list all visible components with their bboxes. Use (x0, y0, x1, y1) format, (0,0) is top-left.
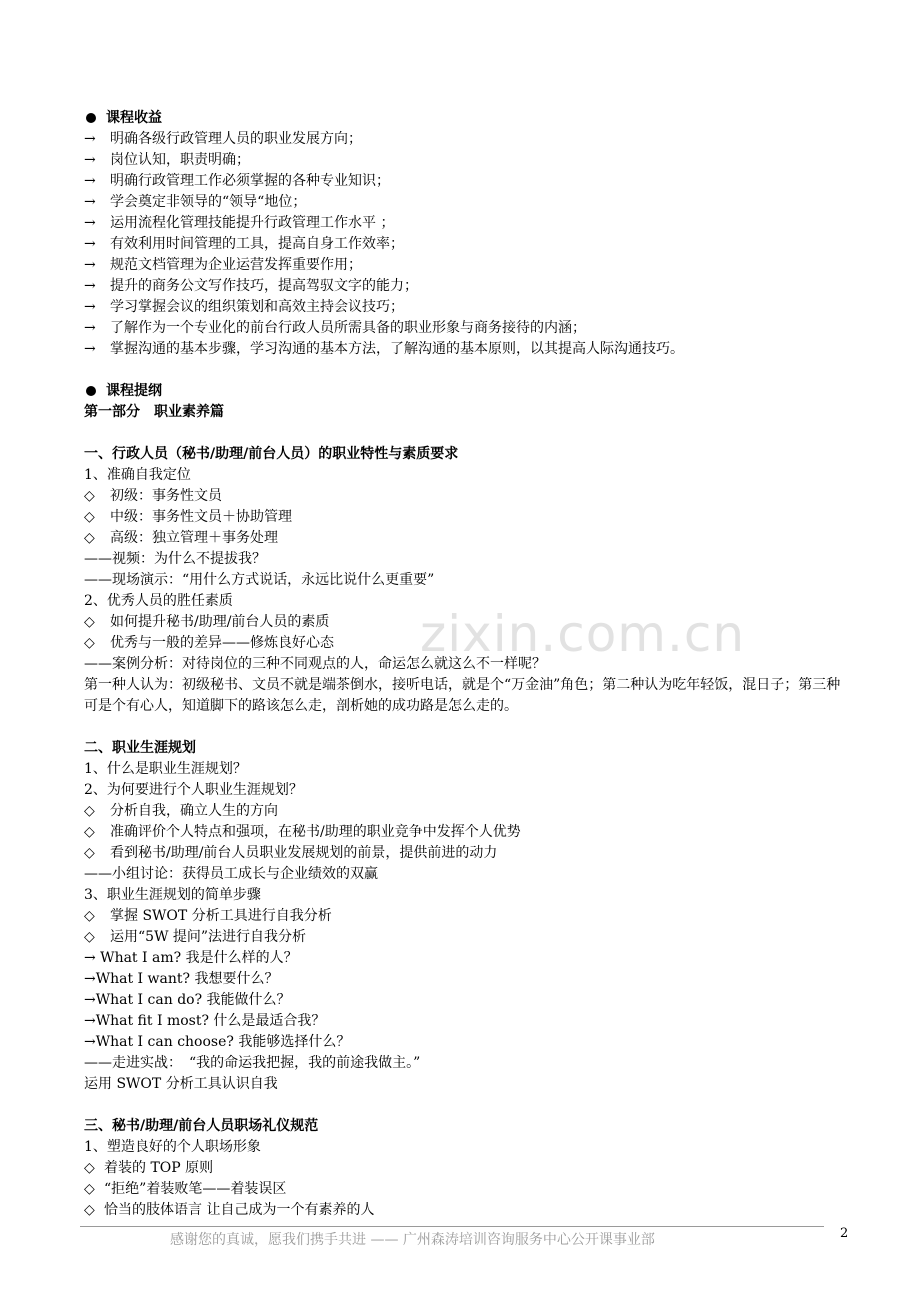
section-heading (84, 108, 854, 129)
footer-divider (80, 1226, 824, 1227)
item-text: 明确行政管理工作必须掌握的各种专业知识； (110, 173, 390, 189)
item-text: 中级：事务性文员＋协助管理 (110, 509, 292, 525)
blank-line (84, 1095, 854, 1116)
text-line (84, 1011, 854, 1032)
item-text: 准确评价个人特点和强项，在秘书/助理的职业竞争中发挥个人优势 (110, 824, 521, 840)
subsection-heading (84, 444, 854, 465)
diamond-icon: ◇ (84, 614, 95, 630)
item-text: 岗位认知，职责明确； (110, 152, 250, 168)
line-text: →What I can do? 我能做什么？ (84, 992, 291, 1008)
blank-line (84, 717, 854, 738)
document-body (84, 108, 854, 1221)
section-heading (84, 381, 854, 402)
item-text: 分析自我，确立人生的方向 (110, 803, 278, 819)
benefit-item (84, 129, 854, 150)
blank-line (84, 423, 854, 444)
item-text: 高级：独立管理＋事务处理 (110, 530, 278, 546)
paragraph-text: 第一种人认为：初级秘书、文员不就是端茶倒水，接听电话，就是个“万金油”角色；第二种认为吃年轻饭，混日子；第三种可是个有心人，知道脚下的路该怎么走，剖析她的成功路是怎么走的。 (84, 677, 841, 714)
diamond-icon: ◇ (84, 530, 95, 546)
paragraph (84, 675, 854, 717)
item-text: 学会奠定非领导的“领导“地位； (110, 194, 307, 210)
line-text: 1、什么是职业生涯规划？ (84, 761, 247, 777)
outline-item (84, 486, 854, 507)
subsection-heading (84, 1116, 854, 1137)
benefit-item (84, 192, 854, 213)
item-text: 初级：事务性文员 (110, 488, 222, 504)
heading-text: 第一部分 职业素养篇 (84, 404, 224, 420)
text-line (84, 549, 854, 570)
diamond-icon: ◇ (84, 488, 95, 504)
text-line (84, 465, 854, 486)
text-line (84, 1053, 854, 1074)
diamond-icon: ◇ (84, 1181, 95, 1197)
benefit-item (84, 171, 854, 192)
heading-text: 课程收益 (106, 110, 162, 126)
outline-item (84, 1158, 854, 1179)
diamond-icon: ◇ (84, 1202, 95, 1218)
diamond-icon: ◇ (84, 824, 95, 840)
watermark: zixin.com.cn (420, 605, 746, 663)
arrow-icon: → (84, 152, 96, 168)
heading-text: 二、职业生涯规划 (84, 740, 196, 756)
text-line (84, 591, 854, 612)
line-text: ——走进实战： “我的命运我把握，我的前途我做主。” (84, 1055, 421, 1071)
outline-item (84, 906, 854, 927)
benefit-item (84, 339, 854, 360)
item-text: 规范文档管理为企业运营发挥重要作用； (110, 257, 362, 273)
benefit-item (84, 234, 854, 255)
diamond-icon: ◇ (84, 1160, 95, 1176)
benefit-item (84, 255, 854, 276)
subsection-heading (84, 402, 854, 423)
line-text: ——案例分析：对待岗位的三种不同观点的人，命运怎么就这么不一样呢？ (84, 656, 546, 672)
item-text: 恰当的肢体语言 让自己成为一个有素养的人 (104, 1202, 375, 1218)
arrow-icon: → (84, 173, 96, 189)
arrow-icon: → (84, 131, 96, 147)
item-text: 了解作为一个专业化的前台行政人员所需具备的职业形象与商务接待的内涵； (110, 320, 586, 336)
line-text: ——小组讨论：获得员工成长与企业绩效的双赢 (84, 866, 378, 882)
item-text: 看到秘书/助理/前台人员职业发展规划的前景，提供前进的动力 (110, 845, 498, 861)
benefit-item (84, 150, 854, 171)
diamond-icon: ◇ (84, 908, 95, 924)
arrow-icon: → (84, 236, 96, 252)
diamond-icon: ◇ (84, 929, 95, 945)
item-text: “拒绝”着装败笔——着装误区 (104, 1181, 287, 1197)
line-text: 3、职业生涯规划的简单步骤 (84, 887, 261, 903)
text-line (84, 885, 854, 906)
text-line (84, 969, 854, 990)
line-text: →What fit I most? 什么是最适合我？ (84, 1013, 326, 1029)
arrow-icon: → (84, 257, 96, 273)
text-line (84, 570, 854, 591)
item-text: 学习掌握会议的组织策划和高效主持会议技巧； (110, 299, 404, 315)
outline-item (84, 633, 854, 654)
arrow-icon: → (84, 278, 96, 294)
line-text: 1、准确自我定位 (84, 467, 191, 483)
item-text: 有效利用时间管理的工具，提高自身工作效率； (110, 236, 404, 252)
outline-item (84, 1200, 854, 1221)
benefit-item (84, 276, 854, 297)
line-text: ——视频：为什么不提拔我？ (84, 551, 266, 567)
outline-item (84, 822, 854, 843)
arrow-icon: → (84, 194, 96, 210)
diamond-icon: ◇ (84, 845, 95, 861)
bullet-icon (86, 386, 96, 396)
line-text: 2、优秀人员的胜任素质 (84, 593, 233, 609)
item-text: 优秀与一般的差异——修炼良好心态 (110, 635, 334, 651)
benefit-item (84, 213, 854, 234)
item-text: 明确各级行政管理人员的职业发展方向； (110, 131, 362, 147)
text-line (84, 780, 854, 801)
heading-text: 三、秘书/助理/前台人员职场礼仪规范 (84, 1118, 319, 1134)
text-line (84, 1137, 854, 1158)
item-text: 着装的 TOP 原则 (104, 1160, 214, 1176)
heading-text: 课程提纲 (106, 383, 162, 399)
line-text: →What I want? 我想要什么？ (84, 971, 279, 987)
outline-item (84, 927, 854, 948)
blank-line (84, 360, 854, 381)
text-line (84, 948, 854, 969)
heading-text: 一、行政人员（秘书/助理/前台人员）的职业特性与素质要求 (84, 446, 459, 462)
item-text: 掌握 SWOT 分析工具进行自我分析 (110, 908, 332, 924)
text-line (84, 759, 854, 780)
diamond-icon: ◇ (84, 509, 95, 525)
text-line (84, 654, 854, 675)
bullet-icon (86, 113, 96, 123)
subsection-heading (84, 738, 854, 759)
text-line (84, 990, 854, 1011)
page-number: 2 (840, 1226, 849, 1241)
line-text: →What I can choose? 我能够选择什么？ (84, 1034, 351, 1050)
arrow-icon: → (84, 341, 96, 357)
benefit-item (84, 318, 854, 339)
item-text: 提升的商务公文写作技巧，提高驾驭文字的能力； (110, 278, 418, 294)
benefit-item (84, 297, 854, 318)
line-text: 运用 SWOT 分析工具认识自我 (84, 1076, 278, 1092)
outline-item (84, 1179, 854, 1200)
outline-item (84, 801, 854, 822)
diamond-icon: ◇ (84, 635, 95, 651)
text-line (84, 864, 854, 885)
item-text: 运用流程化管理技能提升行政管理工作水平 ； (110, 215, 395, 231)
diamond-icon: ◇ (84, 803, 95, 819)
outline-item (84, 843, 854, 864)
footer-text: 感谢您的真诚，愿我们携手共进 —— 广州森涛培训咨询服务中心公开课事业部 (170, 1232, 655, 1248)
line-text: 2、为何要进行个人职业生涯规划？ (84, 782, 303, 798)
outline-item (84, 612, 854, 633)
arrow-icon: → (84, 215, 96, 231)
text-line (84, 1032, 854, 1053)
outline-item (84, 507, 854, 528)
arrow-icon: → (84, 320, 96, 336)
outline-item (84, 528, 854, 549)
item-text: 如何提升秘书/助理/前台人员的素质 (110, 614, 330, 630)
arrow-icon: → (84, 299, 96, 315)
line-text: → What I am? 我是什么样的人？ (84, 950, 298, 966)
text-line (84, 1074, 854, 1095)
item-text: 掌握沟通的基本步骤，学习沟通的基本方法，了解沟通的基本原则，以其提高人际沟通技巧。 (110, 341, 684, 357)
line-text: ——现场演示：“用什么方式说话，永远比说什么更重要” (84, 572, 435, 588)
item-text: 运用“5W 提问”法进行自我分析 (110, 929, 307, 945)
line-text: 1、塑造良好的个人职场形象 (84, 1139, 261, 1155)
